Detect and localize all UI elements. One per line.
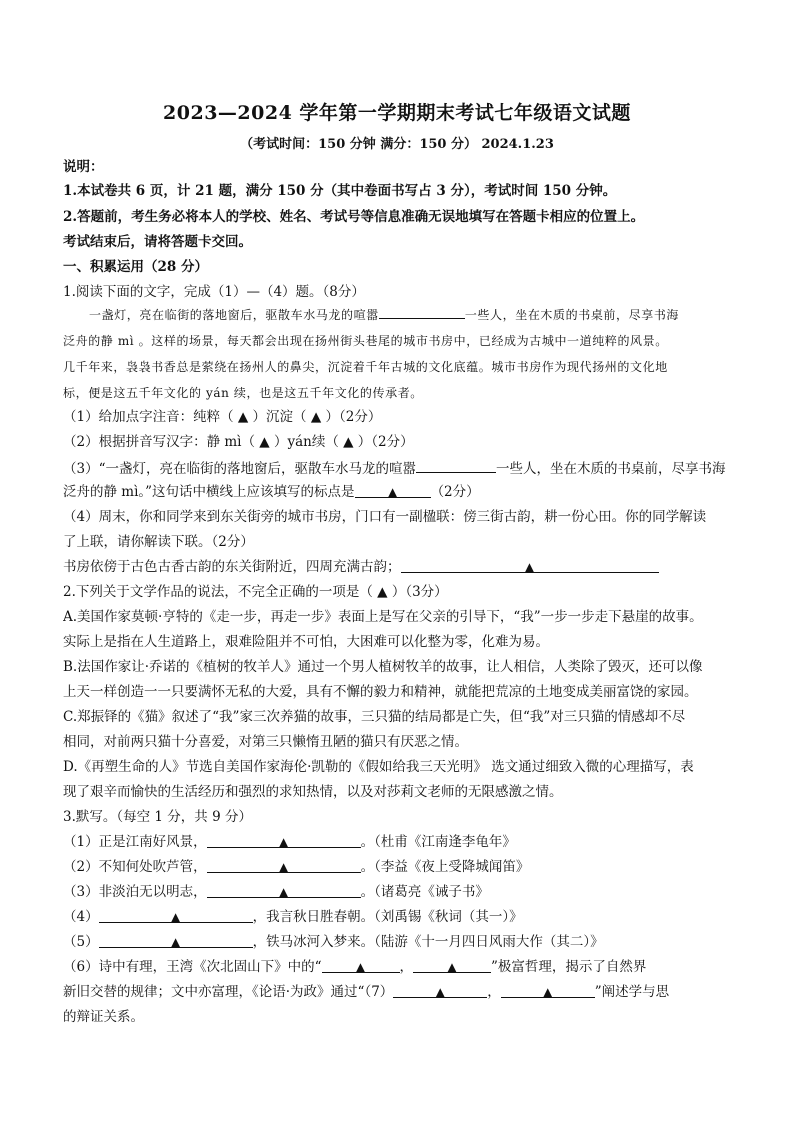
question-text: 。（杜甫《江南逢李龟年》: [360, 834, 516, 850]
section-heading: 一、积累运用（28 分）: [63, 259, 208, 275]
q2-option-d: D.《再塑生命的人》节选自美国作家海伦·凯勒的《假如给我三天光明》 选文通过细致入微的心理描写，表: [63, 759, 694, 775]
answer-marker: ▲: [435, 985, 445, 999]
q3-prompt: 3.默写。（每空 1 分，共 9 分）: [63, 809, 252, 825]
q3-item-4: [63, 908, 743, 926]
q2-option-c-cont: 相同，对前两只猫十分喜爱，对第三只懒惰丑陋的猫只有厌恶之情。: [63, 734, 468, 750]
question-text: 书房依傍于古色古香古韵的东关街附近，四周充满古韵；: [63, 559, 401, 575]
question-text: （1）正是江南好风景，: [63, 834, 207, 850]
question-text: （4）: [63, 909, 99, 925]
q2-prompt: 2.下列关于文学作品的说法，不完全正确的一项是（ ▲ ）（3分）: [63, 584, 448, 600]
passage-text: 一些人，坐在木质的书桌前，尽享书海: [464, 308, 680, 322]
q3-item-3: [63, 883, 743, 901]
q3-item-6: [63, 958, 743, 976]
q1-sub2: （2）根据拼音写汉字：静 mì（ ▲ ）yán续（ ▲ ）（2分）: [63, 434, 414, 450]
answer-blank[interactable]: [413, 958, 491, 973]
notes-heading: 说明：: [63, 159, 104, 175]
exam-info: （考试时间：150 分钟 满分：150 分） 2024.1.23: [240, 137, 554, 152]
question-text: ，铁马冰河入梦来。（陆游《十一月四日风雨大作（其二）》: [252, 934, 604, 950]
q2-option-b-cont: 上天一样创造一一只要满怀无私的大爱，具有不懈的毅力和精神，就能把荒凉的土地变成美丽富饶的家园。: [63, 684, 698, 700]
answer-marker: ▲: [278, 835, 289, 849]
q2-option-d-cont: 现了艰辛而愉快的生活经历和强烈的求知热情，以及对莎莉文老师的无限感激之情。: [63, 784, 563, 800]
question-text: ，我言秋日胜春朝。（刘禹锡《秋词（其一）》: [252, 909, 523, 925]
answer-blank[interactable]: [393, 983, 487, 998]
question-text: 一些人，坐在木质的书桌前，尽享书海: [496, 461, 726, 477]
q2-option-c: C.郑振铎的《猫》叙述了“我”家三次养猫的故事，三只猫的结局都是亡失，但“我”对三只猫的情感却不尽: [63, 709, 686, 725]
answer-blank[interactable]: [99, 908, 253, 923]
question-text: 。（诸葛亮《诫子书》: [360, 884, 489, 900]
question-text: ”极富哲理，揭示了自然界: [491, 959, 647, 975]
q1-sub3-cont: [63, 483, 743, 501]
passage-text: 标，便是这五千年文化的 yán 续，也是这五千年文化的传承者。: [63, 386, 423, 400]
q3-item-1: [63, 833, 743, 851]
notes-item-2: 2.答题前，考生务必将本人的学校、姓名、考试号等信息准确无误地填写在答题卡相应的位置上。: [63, 209, 645, 225]
notes-item-1: 1.本试卷共 6 页，计 21 题，满分 150 分（其中卷面书写占 3 分），考试时间 150 分钟。: [63, 183, 617, 199]
q3-item-6-end: 的辩证关系。: [63, 1009, 144, 1025]
q1-passage: [63, 302, 743, 406]
q2-option-a: A.美国作家莫顿·亨特的《走一步，再走一步》表面上是写在父亲的引导下，“我”一步一步走下悬崖的故事。: [63, 609, 703, 625]
answer-marker: ▲: [355, 960, 366, 974]
question-text: （3）“一盏灯，亮在临街的落地窗后，驱散车水马龙的喧嚣: [63, 461, 416, 477]
passage-text: 泛舟的静 mì 。这样的场景，每天都会出现在扬州街头巷尾的城市书房中，已经成为古城中一道纯粹的风景。: [63, 334, 668, 348]
q2-option-a-cont: 实际上是指在人生道路上，艰难险阻并不可怕，大困难可以化整为零，化难为易。: [63, 634, 549, 650]
passage-text: 一盏灯，亮在临街的落地窗后，驱散车水马龙的喧嚣: [89, 308, 379, 322]
q2-option-b: B.法国作家让·乔诺的《植树的牧羊人》通过一个男人植树牧羊的故事，让人相信，人类除了毁灭，还可以像: [63, 659, 703, 675]
answer-marker: ▲: [447, 960, 457, 974]
question-text: （2分）: [430, 484, 480, 500]
notes-item-2-cont: 考试结束后，请将答题卡交回。: [63, 234, 252, 250]
question-text: ”阐述学与思: [594, 984, 670, 1000]
question-text: ，: [487, 984, 501, 1000]
answer-blank[interactable]: [379, 304, 465, 319]
q1-sub4: （4）周末，你和同学来到东关街旁的城市书房，门口有一副楹联：傍三街古韵，耕一份心田。你的同学解读: [63, 509, 707, 525]
question-text: （6）诗中有理，王湾《次北固山下》中的“: [63, 959, 322, 975]
q1-sub1: （1）给加点字注音：纯粹（ ▲ ）沉淀（ ▲ ）（2分）: [63, 409, 382, 425]
question-text: 泛舟的静 mì。”这句话中横线上应该填写的标点是: [63, 484, 355, 500]
answer-blank[interactable]: [207, 883, 361, 898]
answer-blank[interactable]: [207, 833, 361, 848]
answer-marker: ▲: [278, 860, 289, 874]
answer-blank[interactable]: [99, 933, 253, 948]
question-text: （2）不知何处吹芦管，: [63, 859, 207, 875]
question-text: 新旧交替的规律；文中亦富理，《论语·为政》通过“（7）: [63, 984, 394, 1000]
question-text: 。（李益《夜上受降城闻笛》: [360, 859, 530, 875]
q1-sub4-cont: 了上联，请你解读下联。（2分）: [63, 534, 254, 550]
question-text: （5）: [63, 934, 99, 950]
question-text: （3）非淡泊无以明志，: [63, 884, 207, 900]
answer-blank[interactable]: [416, 458, 496, 473]
answer-marker: ▲: [170, 935, 181, 949]
answer-blank[interactable]: [501, 983, 595, 998]
answer-marker: ▲: [278, 885, 289, 899]
answer-marker: ▲: [170, 910, 181, 924]
answer-marker: ▲: [387, 485, 398, 499]
q3-item-6-cont: [63, 983, 743, 1001]
q1-sub3: [63, 458, 743, 478]
q1-prompt: 1.阅读下面的文字，完成（1）—（4）题。（8分）: [63, 284, 365, 300]
q1-sub4-answer: [63, 558, 743, 576]
passage-text: 几千年来，袅袅书香总是萦绕在扬州人的鼻尖，沉淀着千年古城的文化底蕴。城市书房作为现代扬州的文化地: [63, 360, 668, 374]
page-title: 2023—2024 学年第一学期期末考试七年级语文试题: [163, 102, 631, 124]
answer-blank[interactable]: [207, 858, 361, 873]
answer-blank[interactable]: [322, 958, 400, 973]
q3-item-2: [63, 858, 743, 876]
answer-blank[interactable]: [355, 483, 431, 498]
q3-item-5: [63, 933, 743, 951]
answer-marker: ▲: [524, 560, 535, 574]
question-text: ，: [399, 959, 413, 975]
answer-marker: ▲: [543, 985, 553, 999]
answer-blank[interactable]: [401, 558, 659, 573]
